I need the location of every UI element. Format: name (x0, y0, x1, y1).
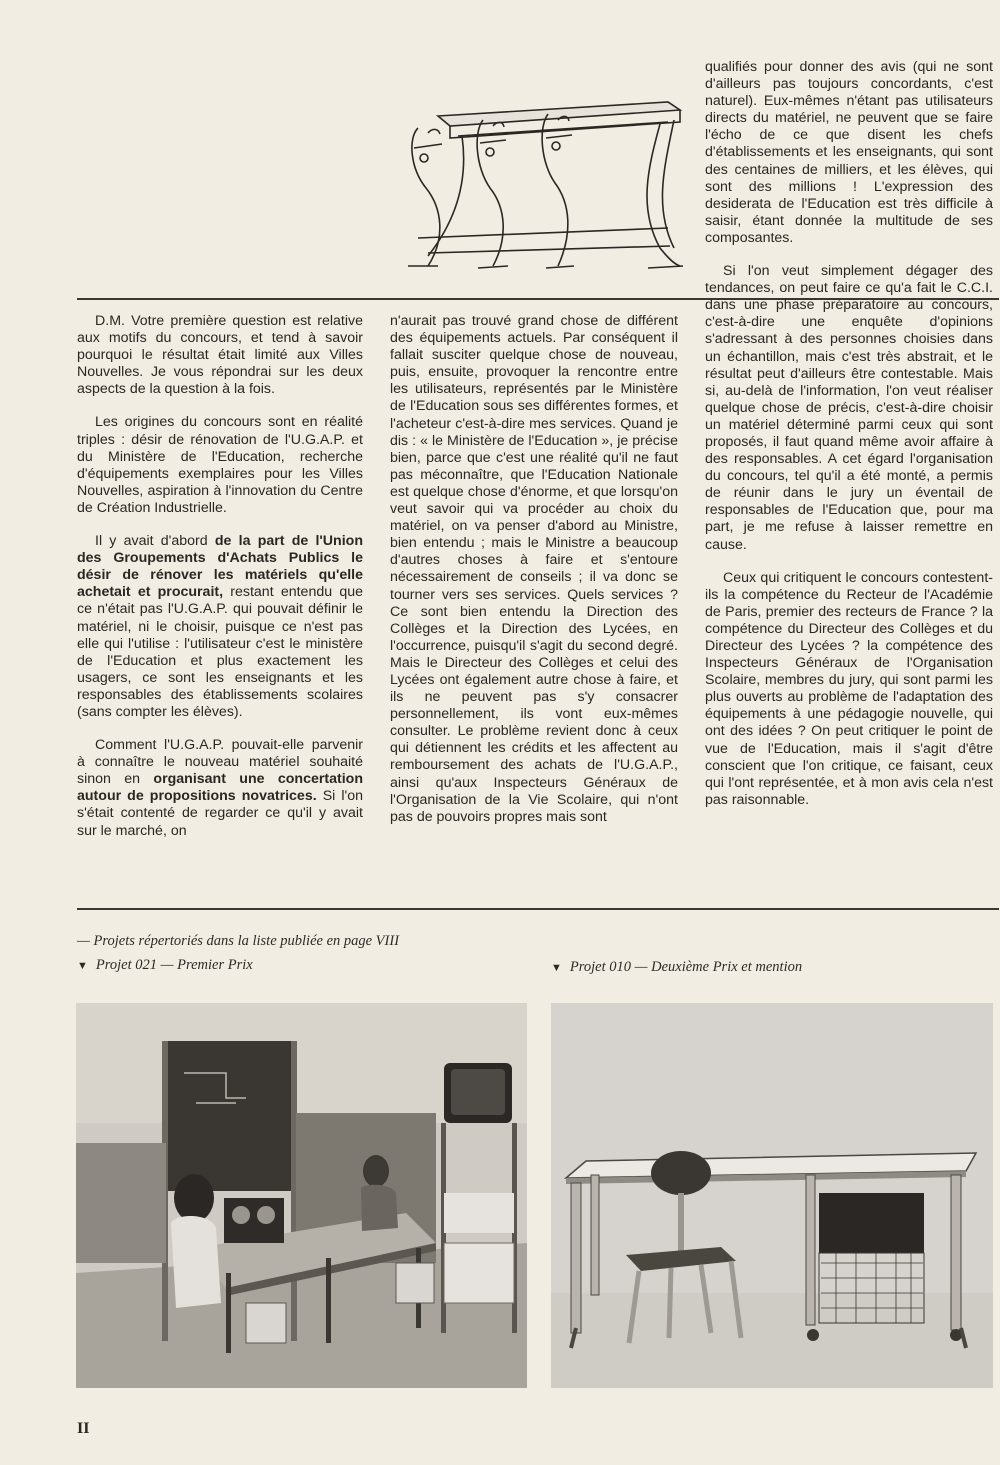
list-note-caption: — Projets répertoriés dans la liste publiée en page VIII (77, 933, 400, 949)
triangle-down-icon: ▼ (77, 960, 88, 972)
text-column-1 (77, 313, 363, 856)
photo-projet-010 (551, 1003, 993, 1388)
page-number: II (77, 1420, 90, 1437)
right-photo-caption: ▼ Projet 010 — Deuxième Prix et mention (551, 959, 803, 975)
paragraph: qualifiés pour donner des avis (qui ne sont d'ailleurs pas toujours concordants, c'est naturel). Eux-mêmes n'étant pas utilisateurs directs du matériel, ne peuvent que se faire l'écho de ce que disent les chefs d'établissements et les enseignants, qui sont des centaines de milliers, et les élèves, qui sont des millions ! L'expression des desiderata de l'Education est très difficile à saisir, étant donnée la multitude de ses composantes. (705, 59, 993, 246)
text-column-2 (390, 313, 678, 842)
paragraph: Comment l'U.G.A.P. pouvait-elle parvenir à connaître le nouveau matériel souhaité sinon en organisant une concertation autour de propositions novatrices. Si l'on s'était contenté de regarder ce qu'il y avait sur le marché, on (77, 737, 364, 839)
paragraph: Les origines du concours sont en réalité triples : désir de rénovation de l'U.G.A.P. et du Ministère de l'Education, recherche d'équipements exemplaires pour les Villes Nouvelles, aspiration à l'innovation du Centre de Création Industrielle. (77, 414, 363, 516)
paragraph: D.M. Votre première question est relative aux motifs du concours, et tend à savoir pourquoi le résultat était limité aux Villes Nouvelles. Je vous répondrai sur les deux aspects de la question à la fois. (77, 313, 363, 398)
paragraph: Il y avait d'abord de la part de l'Union des Groupements d'Achats Publics le désir de rénover les matériels qu'elle achetait et procurait, restant entendu que ce n'était pas l'U.G.A.P. qui pouvait définir le matériel, ni le choisir, puisque ce n'est pas elle qui l'utilise : l'utilisateur c'est le ministère de l'Education et plus exactement les usagers, ce sont les enseignants et les responsables des établissements scolaires (sans compter les élèves). (77, 533, 363, 720)
paragraph: n'aurait pas trouvé grand chose de différent des équipements actuels. Par conséquent il fallait susciter quelque chose de nouveau, puis, ensuite, provoquer la rencontre entre les utilisateurs, représentés par le Ministère de l'Education sous ses différentes formes, et l'acheteur c'est-à-dire mes services. Quand je dis : « le Ministère de l'Education », je précise bien, parce que c'est une réalité qu'il ne faut pas méconnaître, que l'Education Nationale est quelque chose d'énorme, et que lorsqu'on veut savoir qui va procéder au choix du matériel, on va penser d'abord au Ministre, bien entendu ; mais le Ministre a beaucoup d'autres choses à faire et s'entoure nécessairement de conseils ; il va donc se tourner vers ses services. Quels services ? Ce sont bien entendu la Direction des Collèges et la Direction des Lycées, en l'occurrence, puisqu'il s'agit du second degré. Mais le Directeur des Collèges et celui des Lycées ont également autre chose à faire, et ils ne peuvent pas s'y consacrer personnellement, ils vont eux-mêmes consulter. Le problème revient donc à ceux qui détiennent les crédits et les affectent au remboursement des achats de l'U.G.A.P., ainsi qu'aux Inspecteurs Généraux de l'Organisation de la Vie Scolaire, qui n'ont pas de pouvoirs propres mais sont (390, 313, 678, 825)
bottom-divider (77, 908, 999, 910)
text-column-3 (705, 59, 993, 825)
photo-projet-021 (76, 1003, 527, 1388)
paragraph: Si l'on veut simplement dégager des tendances, on peut faire ce qu'a fait le C.C.I. dans une phase préparatoire au concours, c'est-à-dire une enquête d'opinions s'adressant à des personnes choisies dans un échantillon, mais c'est très abstrait, et le résultat peut d'ailleurs être contestable. Mais si, au-delà de l'information, l'on veut réaliser quelque chose de précis, c'est-à-dire choisir un matériel déterminé parmi ceux qui sont proposés, il faut quand même avoir affaire à des responsables. A cet égard l'organisation du concours, tel qu'il a été monté, a permis de réunir dans le jury un éventail de responsables de l'Education que, pour ma part, je me refuse à laisser remettre en cause. (705, 263, 993, 553)
school-desk-illustration (398, 88, 688, 283)
left-photo-caption: ▼ Projet 021 — Premier Prix (77, 957, 253, 973)
triangle-down-icon: ▼ (551, 962, 562, 974)
paragraph: Ceux qui critiquent le concours contestent-ils la compétence du Recteur de l'Académie de Paris, premier des recteurs de France ? la compétence du Directeur des Collèges et du Directeur des Lycées ? la compétence des Inspecteurs Généraux de l'Organisation Scolaire, membres du jury, qui sont parmi les plus ouverts au problème de l'adaptation des équipements à une pédagogie nouvelle, qui ont des idées ? On peut critiquer le point de vue de l'Education, mais il s'agit d'être conscient que l'on critique, ce faisant, ceux qui l'ont représentée, et à mon avis cela n'est pas raisonnable. (705, 569, 993, 808)
